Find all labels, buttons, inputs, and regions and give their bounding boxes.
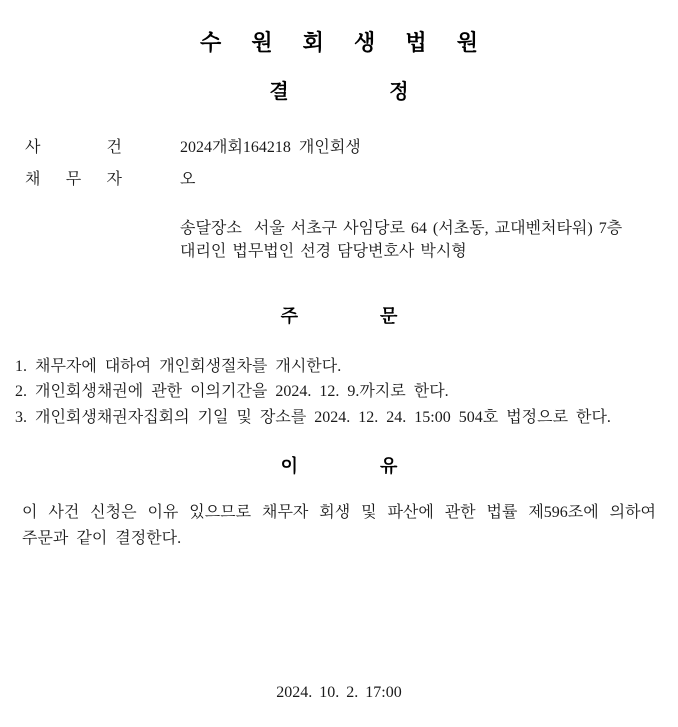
debtor-row: [0, 166, 678, 188]
reason-line-1: 이 사건 신청은 이유 있으므로 채무자 회생 및 파산에 관한 법률 제596조에 의하여: [22, 504, 656, 521]
order-item-1: 1. 채무자에 대하여 개인회생절차를 개시한다.: [15, 358, 342, 375]
debtor-details-block: [180, 217, 674, 263]
case-number-value: 2024개회164218 개인회생: [180, 139, 361, 156]
reason-line-2: 주문과 같이 결정한다.: [22, 529, 182, 547]
debtor-label: 채 무 자: [25, 171, 122, 188]
service-address-line: 송달장소 서울 서초구 사임당로 64 (서초동, 교대벤처타워) 7층: [180, 220, 623, 237]
order-item-2: 2. 개인회생채권에 관한 이의기간을 2024. 12. 9.까지로 한다.: [15, 383, 449, 401]
reason-paragraph: [22, 500, 656, 551]
document-type-heading: 결 정: [269, 81, 409, 103]
reason-section-heading: 이 유: [280, 456, 398, 476]
debtor-name-value: 오: [180, 171, 196, 188]
court-name-title: 수 원 회 생 법 원: [199, 30, 479, 55]
case-number-row: [0, 134, 678, 156]
order-item-3: 3. 개인회생채권자집회의 기일 및 장소를 2024. 12. 24. 15:00 504호 법정으로 한다.: [15, 408, 611, 426]
attorney-line: 대리인 법무법인 선경 담당변호사 박시형: [180, 243, 467, 260]
order-section-heading: 주 문: [280, 306, 398, 326]
case-number-label: 사 건: [25, 139, 122, 156]
decision-datetime: 2024. 10. 2. 17:00: [276, 684, 402, 701]
order-items-list: [15, 354, 672, 430]
